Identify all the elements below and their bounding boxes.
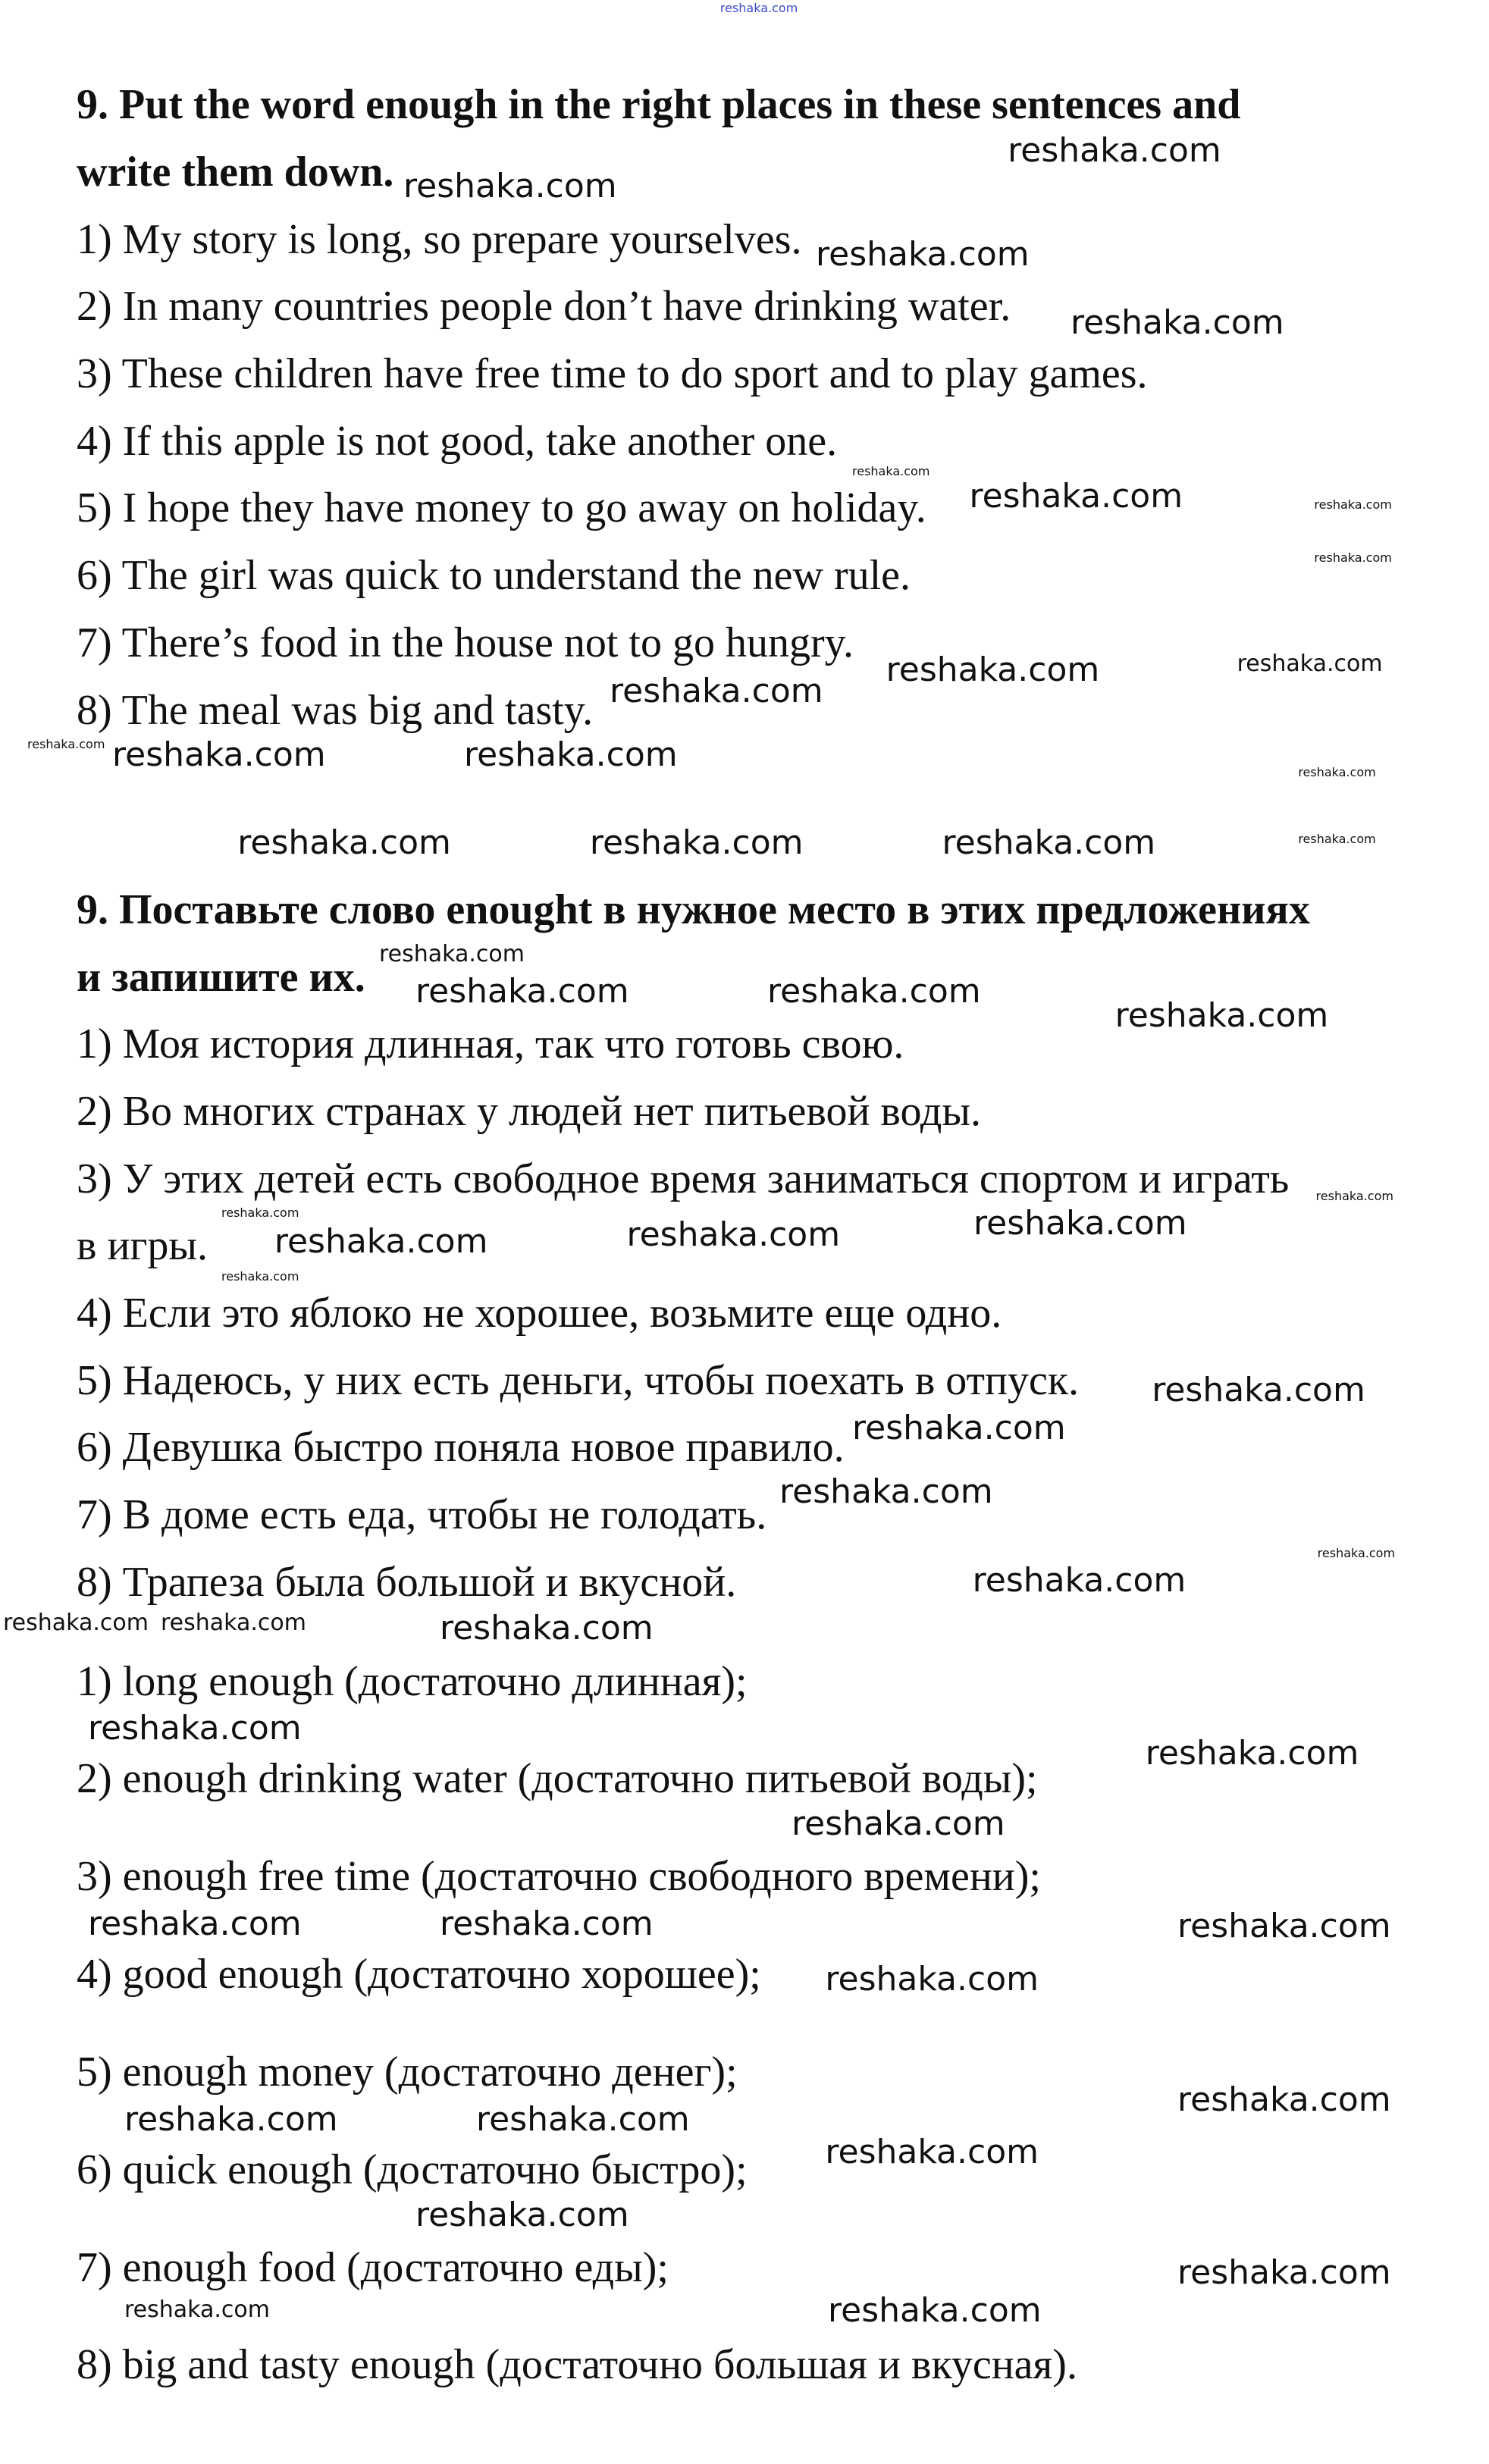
exercise-heading-ru: 9. Поставьте слово enought в нужное место в этих предложениях	[77, 886, 1310, 933]
answer-line: 7) enough food (достаточно еды);	[77, 2244, 669, 2291]
watermark: reshaka.com	[886, 650, 1100, 689]
watermark: reshaka.com	[942, 823, 1156, 862]
watermark: reshaka.com	[1008, 131, 1221, 171]
watermark: reshaka.com	[828, 2291, 1042, 2330]
sentence-ru: в игры.	[77, 1222, 208, 1269]
answer-line: 6) quick enough (достаточно быстро);	[77, 2146, 748, 2193]
watermark: reshaka.com	[274, 1221, 488, 1261]
watermark: reshaka.com	[1317, 1546, 1396, 1561]
sentence-ru: 8) Трапеза была большой и вкусной.	[77, 1559, 737, 1606]
watermark: reshaka.com	[221, 1205, 299, 1220]
watermark: reshaka.com	[1177, 2252, 1391, 2292]
answer-line: 5) enough money (достаточно денег);	[77, 2049, 738, 2096]
watermark: reshaka.com	[440, 1609, 654, 1647]
watermark: reshaka.com	[1152, 1370, 1365, 1409]
sentence-en: 5) I hope they have money to go away on holiday.	[77, 484, 926, 531]
watermark: reshaka.com	[88, 1904, 302, 1943]
watermark: reshaka.com	[3, 1610, 149, 1636]
watermark: reshaka.com	[1298, 832, 1376, 847]
watermark: reshaka.com	[161, 1610, 306, 1636]
watermark: reshaka.com	[1177, 2080, 1391, 2119]
watermark: reshaka.com	[379, 941, 525, 967]
watermark: reshaka.com	[779, 1472, 993, 1511]
watermark: reshaka.com	[237, 823, 451, 862]
watermark: reshaka.com	[825, 2133, 1039, 2172]
watermark: reshaka.com	[1315, 1189, 1393, 1204]
sentence-en: 1) My story is long, so prepare yourselves.	[77, 216, 802, 263]
watermark: reshaka.com	[825, 1960, 1039, 1999]
watermark: reshaka.com	[1314, 497, 1392, 512]
watermark: reshaka.com	[27, 737, 105, 751]
watermark: reshaka.com	[1114, 995, 1329, 1035]
watermark: reshaka.com	[1298, 764, 1376, 779]
watermark: reshaka.com	[1237, 650, 1383, 678]
watermark: reshaka.com	[792, 1804, 1005, 1843]
exercise-heading-ru-line2: и запишите их.	[77, 954, 365, 1001]
watermark: reshaka.com	[767, 972, 981, 1011]
watermark: reshaka.com	[124, 2296, 270, 2323]
sentence-ru: 5) Надеюсь, у них есть деньги, чтобы поехать в отпуск.	[77, 1357, 1080, 1404]
watermark: reshaka.com	[440, 1904, 654, 1943]
sentence-en: 7) There’s food in the house not to go hungry.	[77, 619, 854, 666]
sentence-ru: 7) В доме есть еда, чтобы не голодать.	[77, 1491, 767, 1538]
answer-line: 1) long enough (достаточно длинная);	[77, 1658, 748, 1705]
watermark: reshaka.com	[88, 1709, 302, 1748]
watermark: reshaka.com	[852, 1409, 1066, 1447]
sentence-en: 6) The girl was quick to understand the new rule.	[77, 552, 911, 599]
sentence-en: 3) These children have free time to do sport and to play games.	[77, 350, 1148, 397]
watermark: reshaka.com	[852, 464, 930, 478]
watermark: reshaka.com	[403, 167, 617, 205]
watermark: reshaka.com	[112, 735, 326, 774]
exercise-heading-en-line2: write them down.	[77, 149, 394, 196]
exercise-heading-en: 9. Put the word enough in the right places in these sentences and	[77, 81, 1241, 128]
sentence-en: 8) The meal was big and tasty.	[77, 687, 594, 734]
watermark: reshaka.com	[221, 1269, 299, 1284]
watermark: reshaka.com	[816, 235, 1030, 274]
watermark: reshaka.com	[610, 672, 823, 710]
watermark: reshaka.com	[1314, 550, 1392, 565]
watermark: reshaka.com	[1071, 303, 1284, 342]
watermark: reshaka.com	[415, 2196, 629, 2234]
answer-line: 3) enough free time (достаточно свободного времени);	[77, 1853, 1041, 1900]
sentence-ru: 4) Если это яблоко не хорошее, возьмите еще одно.	[77, 1290, 1002, 1337]
watermark: reshaka.com	[969, 477, 1183, 516]
answer-line: 2) enough drinking water (достаточно питьевой воды);	[77, 1755, 1038, 1802]
watermark: reshaka.com	[1145, 1734, 1359, 1773]
sentence-en: 2) In many countries people don’t have drinking water.	[77, 283, 1011, 330]
watermark: reshaka.com	[719, 1, 798, 16]
answer-line: 8) big and tasty enough (достаточно большая и вкусная).	[77, 2341, 1077, 2388]
watermark: reshaka.com	[464, 735, 678, 774]
watermark: reshaka.com	[1177, 1907, 1391, 1946]
sentence-ru: 1) Моя история длинная, так что готовь свою.	[77, 1020, 904, 1067]
watermark: reshaka.com	[589, 823, 804, 862]
sentence-ru: 2) Во многих странах у людей нет питьевой воды.	[77, 1088, 981, 1135]
watermark: reshaka.com	[415, 972, 629, 1011]
sentence-en: 4) If this apple is not good, take another one.	[77, 418, 838, 465]
answer-line: 4) good enough (достаточно хорошее);	[77, 1951, 761, 1998]
watermark: reshaka.com	[973, 1204, 1187, 1243]
sentence-ru: 6) Девушка быстро поняла новое правило.	[77, 1424, 845, 1471]
sentence-ru: 3) У этих детей есть свободное время заниматься спортом и играть	[77, 1155, 1290, 1202]
watermark: reshaka.com	[626, 1215, 841, 1255]
watermark: reshaka.com	[476, 2100, 690, 2139]
watermark: reshaka.com	[972, 1561, 1186, 1600]
watermark: reshaka.com	[124, 2100, 338, 2139]
